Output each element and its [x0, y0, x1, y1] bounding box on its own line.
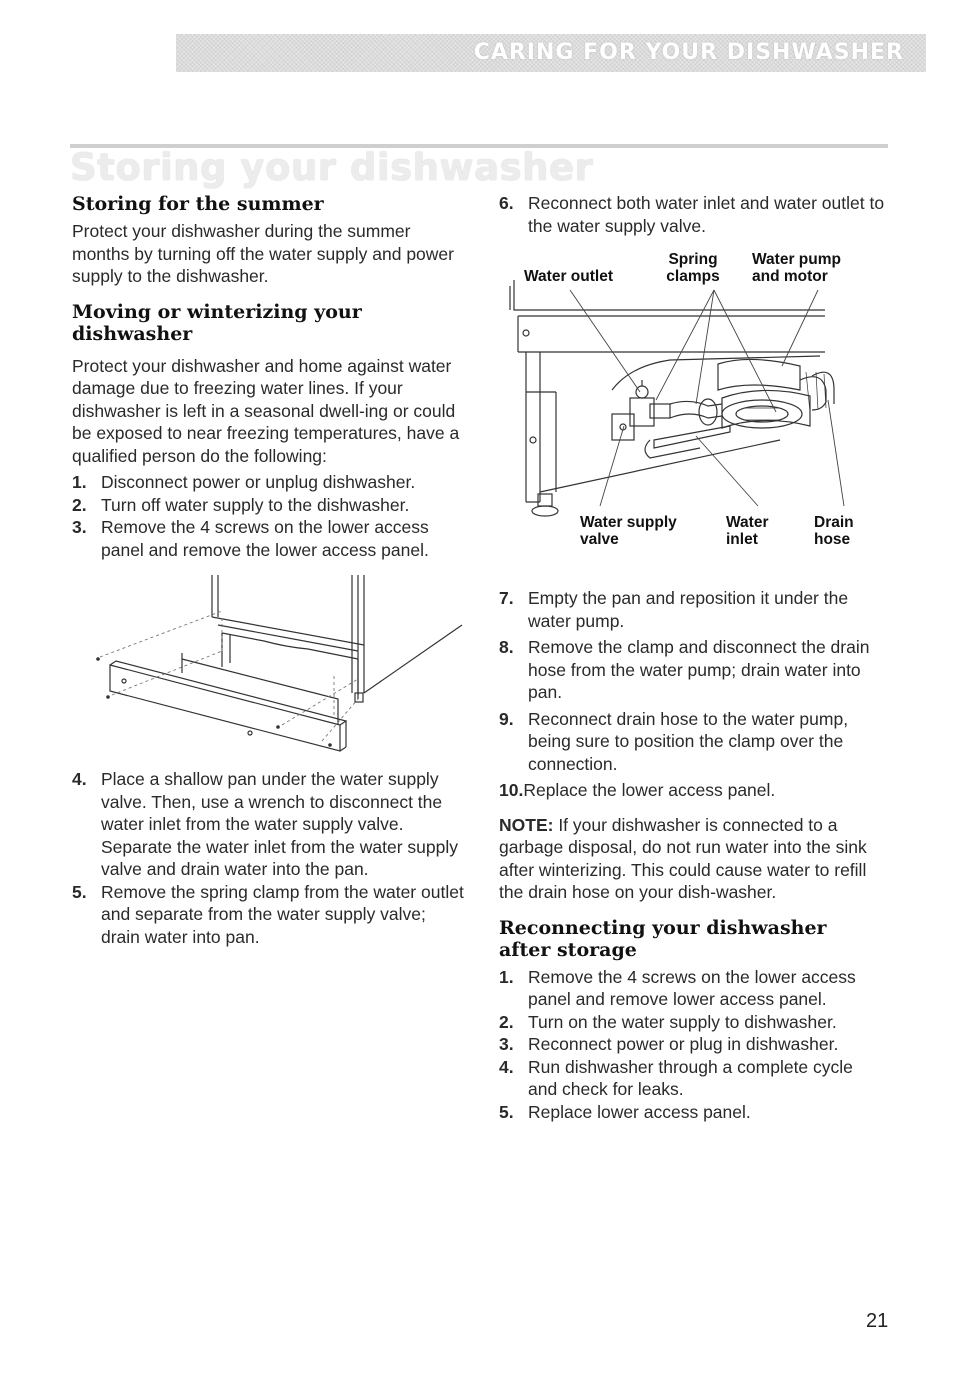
note-text: If your dishwasher is connected to a garbage disposal, do not run water into the sink after winterizing. This could cause water to refill the drain hose on your dish-washer.	[499, 814, 867, 902]
label-line: clamps	[666, 268, 720, 285]
label-line: and motor	[752, 268, 828, 285]
step-number: 5.	[499, 1101, 514, 1122]
winter-heading: Moving or winterizing your dishwasher	[72, 300, 362, 345]
label-line: valve	[580, 531, 619, 548]
page-title: Storing your dishwasher	[70, 146, 594, 189]
step-text: Remove the 4 screws on the lower access panel and remove the lower access panel.	[101, 517, 429, 560]
label-spring-clamps	[664, 251, 722, 285]
step-text: Reconnect power or plug in dishwasher.	[528, 1034, 839, 1054]
step-number: 1.	[72, 472, 87, 492]
step-number: 9.	[499, 708, 514, 729]
step-text: Remove the spring clamp from the water outlet and separate from the water supply valve; drain water into pan.	[101, 881, 464, 947]
section-header-band	[176, 34, 926, 72]
list-item	[499, 1101, 893, 1124]
step-number: 8.	[499, 637, 514, 657]
step-text: Empty the pan and reposition it under the water pump.	[528, 588, 849, 631]
list-item	[499, 192, 888, 237]
step-text: Turn off water supply to the dishwasher.	[101, 494, 410, 515]
list-item	[72, 471, 464, 494]
summer-body: Protect your dishwasher during the summer months by turning off the water supply and power supply to the dishwasher.	[72, 221, 454, 286]
section-header-title: CARING FOR YOUR DISHWASHER	[473, 40, 904, 65]
step-text: Reconnect both water inlet and water outlet to the water supply valve.	[528, 193, 885, 236]
list-item	[499, 779, 893, 802]
list-item	[499, 587, 893, 632]
reconnect-heading: Reconnecting your dishwasher after storage	[499, 916, 827, 961]
list-item	[499, 636, 893, 704]
winterize-steps-list-c	[499, 192, 891, 237]
step-text: Run dishwasher through a complete cycle and check for leaks.	[528, 1056, 853, 1099]
step-text: Remove the 4 screws on the lower access panel and remove lower access panel.	[528, 966, 856, 1009]
page-number: 21	[866, 1310, 889, 1332]
step-text: Reconnect drain hose to the water pump, being sure to position the clamp over the connection.	[528, 708, 849, 774]
label-line: Drain	[814, 514, 854, 531]
right-column	[499, 192, 891, 237]
step-number: 2.	[499, 1011, 514, 1032]
reconnect-steps-list	[499, 966, 893, 1124]
plumbing-diagram	[500, 280, 870, 540]
step-text: Disconnect power or unplug dishwasher.	[101, 472, 416, 492]
label-line: Spring	[668, 251, 718, 268]
step-number: 3.	[499, 1034, 514, 1054]
list-item	[499, 708, 893, 776]
label-water-outlet: Water outlet	[524, 268, 613, 285]
note-label: NOTE:	[499, 814, 554, 835]
list-item	[72, 881, 464, 949]
step-number: 1.	[499, 966, 514, 987]
summer-heading: Storing for the summer	[72, 193, 324, 215]
step-text: Replace lower access panel.	[528, 1101, 751, 1122]
list-item	[72, 516, 431, 561]
label-water-supply-valve	[580, 514, 677, 548]
step-number: 7.	[499, 588, 514, 608]
step-number: 10.	[499, 780, 524, 800]
note-paragraph	[499, 814, 893, 904]
step-number: 4.	[72, 769, 87, 789]
list-item	[499, 966, 858, 1011]
list-item	[499, 1056, 868, 1101]
label-line: hose	[814, 531, 851, 548]
right-column-lower	[499, 587, 893, 1123]
step-number: 5.	[72, 881, 87, 902]
winterize-steps-list-d	[499, 587, 893, 802]
list-item	[499, 1033, 893, 1056]
label-water-inlet	[726, 514, 769, 548]
label-line: Water pump	[752, 251, 841, 268]
label-line: Water	[726, 514, 769, 531]
access-panel-illustration	[72, 575, 472, 760]
list-item	[72, 494, 464, 517]
label-drain-hose	[814, 514, 854, 548]
label-line: inlet	[726, 531, 758, 548]
winterize-steps-list-a	[72, 471, 464, 561]
step-number: 3.	[72, 517, 87, 537]
step-text: Turn on the water supply to dishwasher.	[528, 1011, 837, 1032]
list-item	[499, 1011, 893, 1034]
label-water-pump	[752, 251, 841, 285]
list-item	[72, 768, 464, 881]
step-text: Replace the lower access panel.	[523, 780, 776, 800]
step-number: 4.	[499, 1056, 514, 1077]
winter-body: Protect your dishwasher and home against water damage due to freezing water lines. If your dishwasher is left in a seasonal dwell-ing or could be exposed to near freezing temperatures, have a qualified person do the following:	[72, 355, 460, 466]
step-number: 6.	[499, 193, 514, 213]
left-column	[72, 193, 464, 948]
step-text: Remove the clamp and disconnect the drain hose from the water pump; drain water into pan.	[528, 637, 870, 702]
winterize-steps-list-b	[72, 768, 464, 948]
step-text: Place a shallow pan under the water supply valve. Then, use a wrench to disconnect the water inlet from the water supply valve. Separate the water inlet from the water supply valve and drain water into the pan.	[101, 769, 458, 879]
step-number: 2.	[72, 494, 87, 515]
label-line: Water supply	[580, 514, 677, 531]
